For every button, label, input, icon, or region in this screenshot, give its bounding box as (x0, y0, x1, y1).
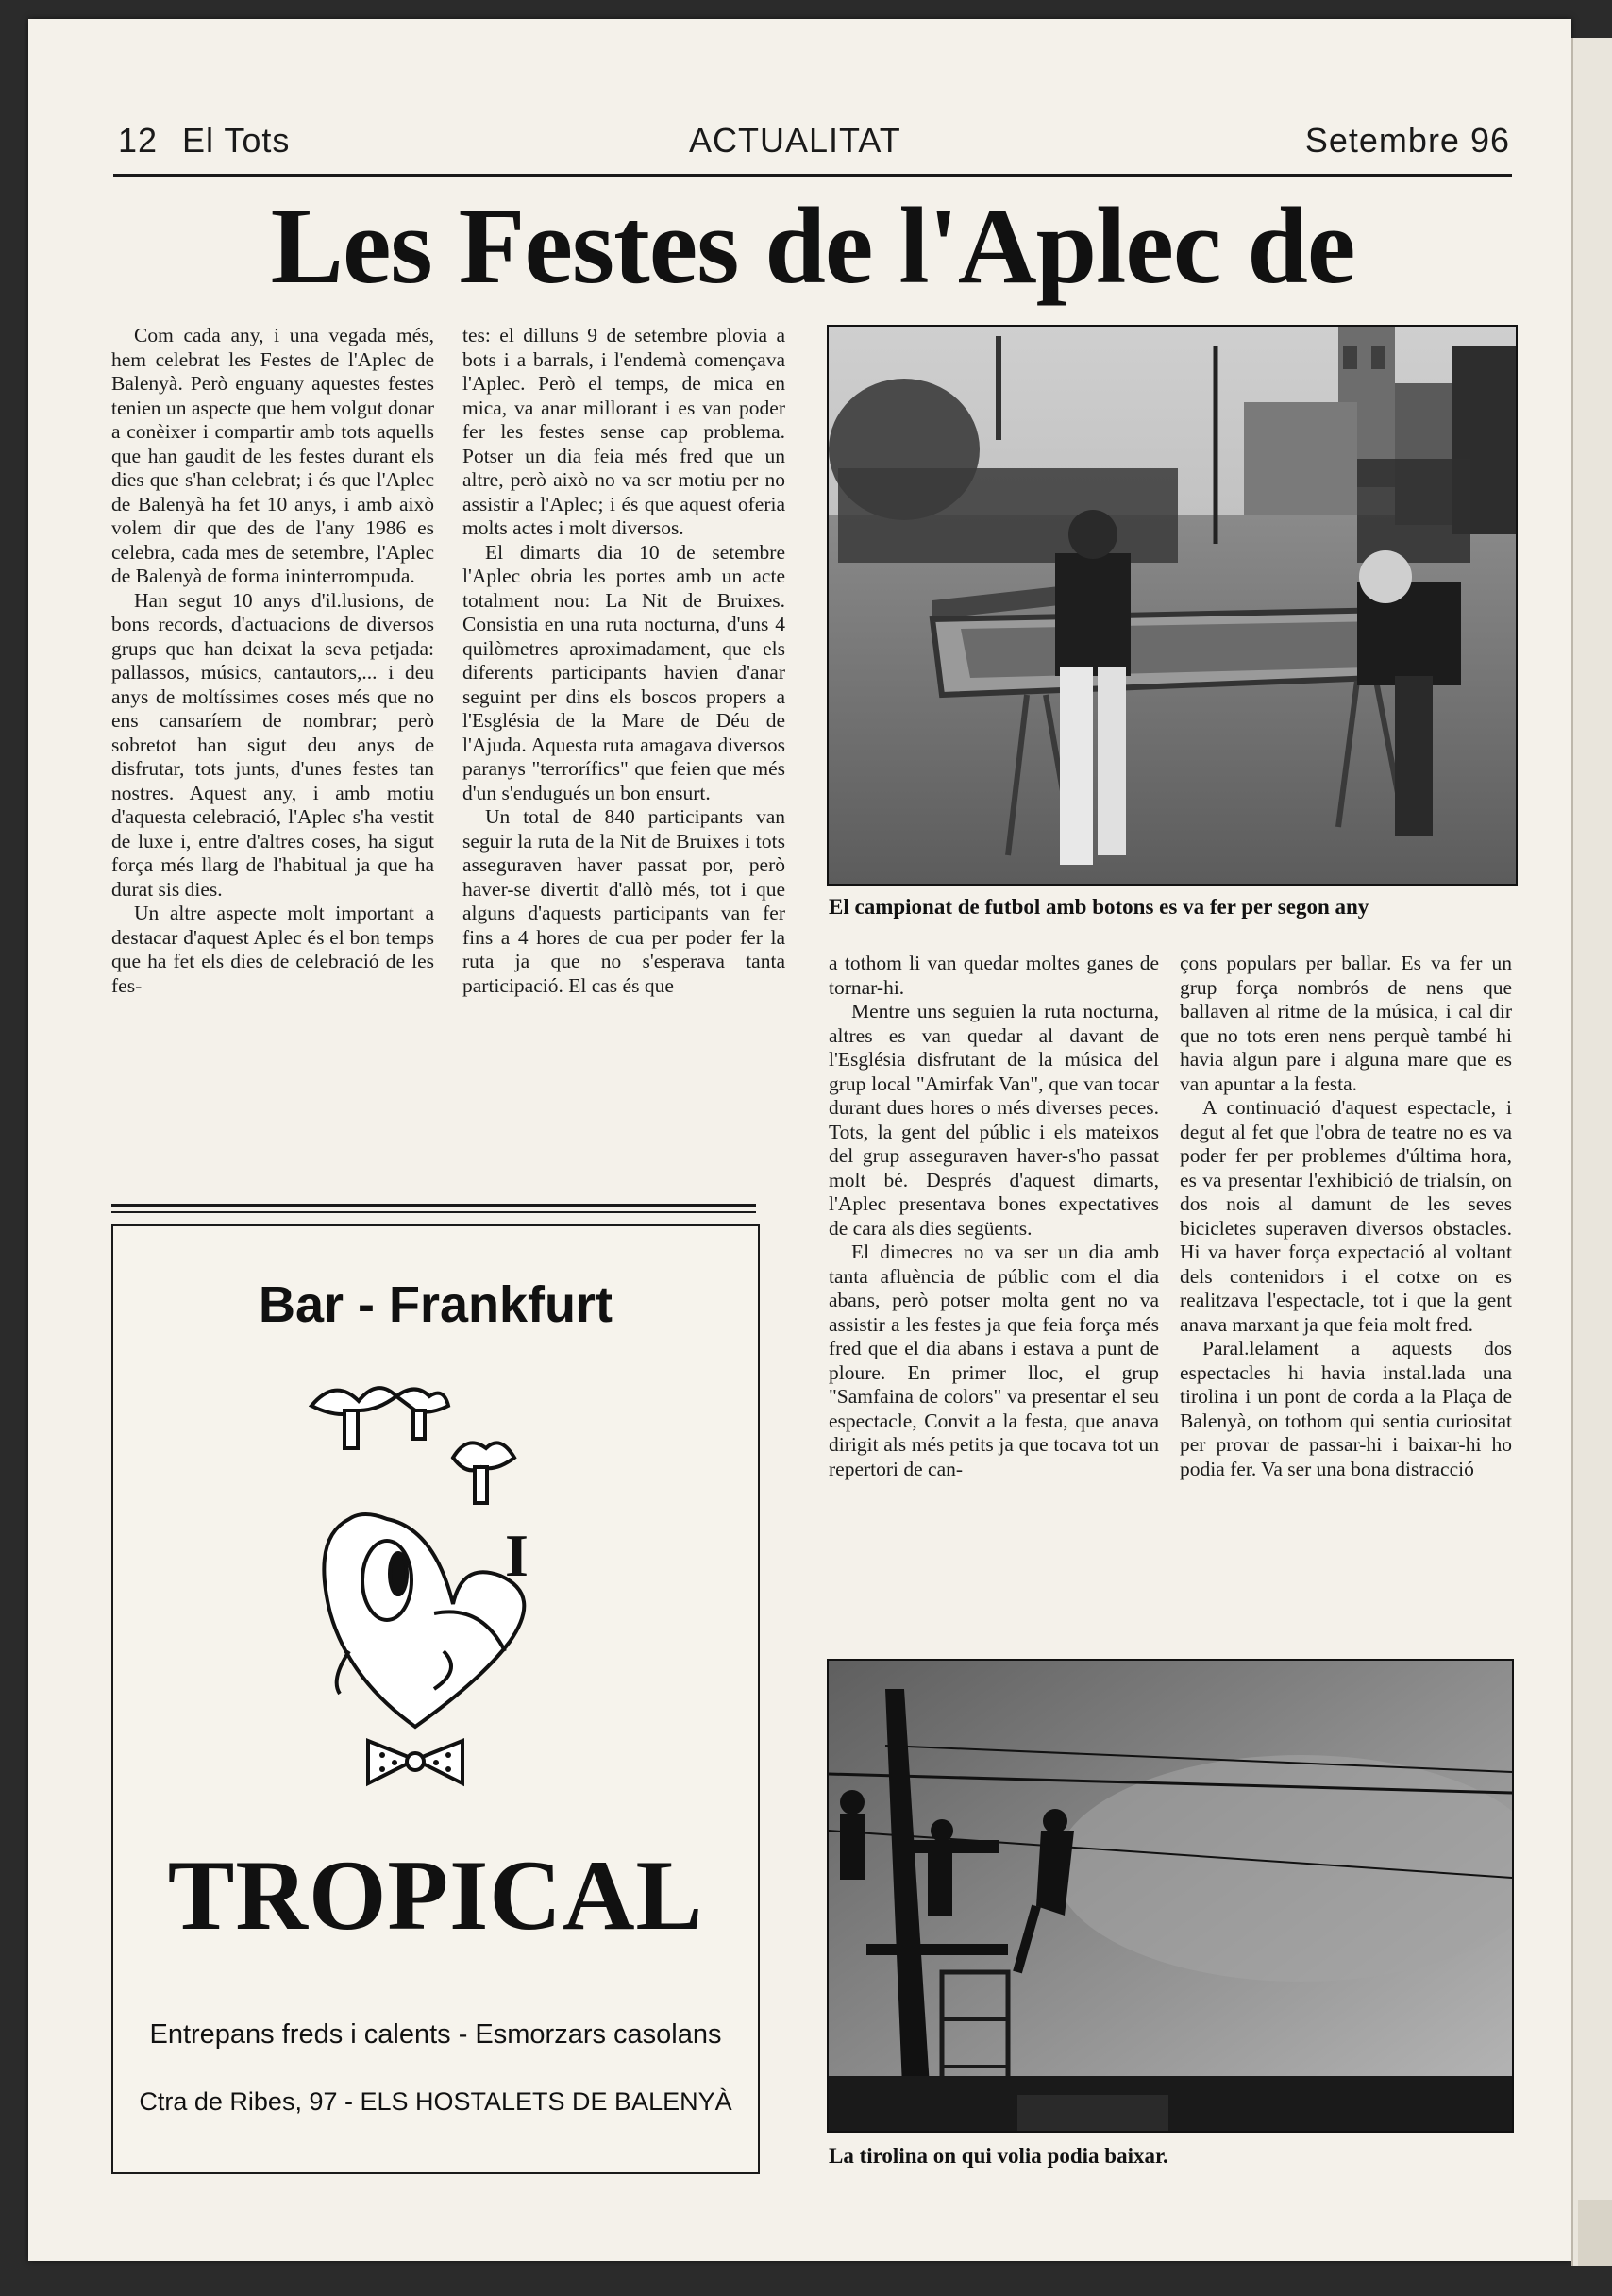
facing-page-edge (1571, 38, 1612, 2266)
ad-title: Bar - Frankfurt (258, 1276, 613, 1333)
paragraph: Mentre uns seguien la ruta nocturna, altres es van quedar al davant de l'Església disfrutant de la música del grup local "Amirfak Van", que van tocar durant dues hores o més diverses peces. Tots, la gent del públic i els mateixos del grup asseguraven haver-s'ho passat molt bé. Després d'aquest dimarts, l'Aplec presentava bones expectatives de cara als dies següents. (829, 1000, 1159, 1240)
paragraph: Com cada any, i una vegada més, hem celebrat les Festes de l'Aplec de Balenyà. Però enguany aquestes festes tenien un aspecte que hem volgut donar a conèixer i compartir amb tots aquells que han gaudit de les festes durant els dies que s'han celebrat; i és que l'Aplec de Balenyà ha fet 10 anys, i amb això volem dir que des de l'any 1986 es celebra, cada mes de setembre, l'Aplec de Balenyà de forma ininterrompuda. (111, 324, 434, 587)
paragraph: tes: el dilluns 9 de setembre plovia a bots i a barrals, i l'endemà començava l'Aplec. Però el temps, de mica en mica, va anar millorant i es van poder fer les festes sense cap problema. Potser un dia feia més fred que un altre, però això no va ser motiu per no assistir a l'Aplec; i és que aquest oferia molts actes i molt diversos. (462, 324, 785, 539)
publication-name: El Tots (182, 121, 291, 160)
ad-brand: TROPICAL (167, 1840, 704, 1950)
ad-top-rule-thin (111, 1211, 756, 1213)
palm-tree-heart-logo (293, 1368, 576, 1802)
header-rule (113, 174, 1512, 177)
logo-letter: I (505, 1522, 529, 1589)
paragraph: a tothom li van quedar moltes ganes de tornar-hi. (829, 952, 1159, 999)
ad-tagline: Entrepans freds i calents - Esmorzars casolans (149, 2019, 722, 2050)
issue-date: Setembre 96 (1304, 121, 1510, 160)
paragraph: Paral.lelament a aquests dos espectacles hi havia instal.lada una tirolina i un pont de corda a la Plaça de Balenyà, on tothom qui sentia curiositat per provar de passar-hi i baixar-hi ho podia fer. Va ser una bona distracció (1180, 1337, 1512, 1480)
article-column-2 (462, 324, 785, 1178)
paragraph: Un total de 840 participants van seguir la ruta de la Nit de Bruixes i tots asseguraven haver passat por, però haver-se divertit d'allò més, tot i que alguns d'aquests participants van fer fins a 4 hores de cua per poder fer la ruta ja que no s'esperava tanta participació. El cas és que (462, 805, 785, 997)
photo-caption-1: El campionat de futbol amb botons es va fer per segon any (829, 895, 1369, 919)
ad-address: Ctra de Ribes, 97 - ELS HOSTALETS DE BALENYÀ (139, 2087, 732, 2116)
page-edge-shadow (1578, 2200, 1612, 2266)
article-column-1 (111, 324, 434, 1178)
paragraph: çons populars per ballar. Es va fer un grup força nombrós de nens que ballaven al ritme de la música, i cal dir que no tots eren nens perquè també hi havia algun pare i alguna mare que es van apuntar a la festa. (1180, 952, 1512, 1095)
photo-table-football-image (829, 327, 1516, 884)
photo-zip-line (827, 1659, 1514, 2133)
ad-top-rule (111, 1204, 756, 1207)
page-header-left (118, 121, 290, 160)
section-name: ACTUALITAT (689, 121, 901, 160)
photo-caption-2: La tirolina on qui volia podia baixar. (829, 2144, 1168, 2168)
paragraph: A continuació d'aquest espectacle, i degut al fet que l'obra de teatre no es va poder fer per problemes d'última hora, es va presentar l'exhibició de trialsín, on dos nois al damunt de les seves bicicletes superaven diversos obstacles. Hi va haver força expectació al voltant dels contenidors i el cotxe on es realitzava l'espectacle, tot i que la gent anava marxant ja que feia molt fred. (1180, 1096, 1512, 1336)
paragraph: El dimarts dia 10 de setembre l'Aplec obria les portes amb un acte totalment nou: La Nit de Bruixes. Consistia en una ruta nocturna, d'uns 4 quilòmetres aproximadament, que els diferents participants havien d'anar seguint per dins els boscos propers a l'Església de la Mare de Déu de l'Ajuda. Aquesta ruta amagava diversos paranys "terrorífics" que feien que més d'un s'endugués un bon ensurt. (462, 540, 785, 804)
photo-table-football (827, 325, 1518, 886)
article-column-4 (1180, 952, 1512, 1650)
article-column-3 (829, 952, 1159, 1650)
advertisement-bar-frankfurt (111, 1224, 760, 2174)
paragraph: Han segut 10 anys d'il.lusions, de bons records, d'actuacions de diversos grups que han deixat la seva petjada: pallassos, músics, cantautors,... i deu anys de moltíssimes coses més que no ens cansaríem de nombrar; però sobretot han sigut deu anys de disfrutar, tots junts, d'unes festes tan nostres. Aquest any, i amb motiu d'aquesta celebració, l'Aplec s'ha vestit de luxe i, entre d'altres coses, ha sigut força més llarg de l'habitual ja que ha durat sis dies. (111, 588, 434, 901)
article-title: Les Festes de l'Aplec de (270, 186, 1355, 307)
paragraph: Un altre aspecte molt important a destacar d'aquest Aplec és el bon temps que ha fet els dies de celebració de les fes- (111, 902, 434, 997)
photo-zip-line-image (829, 1661, 1512, 2131)
page-number: 12 (118, 121, 159, 160)
paragraph: El dimecres no va ser un dia amb tanta afluència de públic com el dia abans, però potser molta gent no va assistir a les festes ja que feia força més fred que el dia abans i estava a punt de ploure. En primer lloc, el grup "Samfaina de colors" va presentar el seu espectacle, Convit a la festa, que anava dirigit als més petits ja que tocava tot un repertori de can- (829, 1241, 1159, 1480)
